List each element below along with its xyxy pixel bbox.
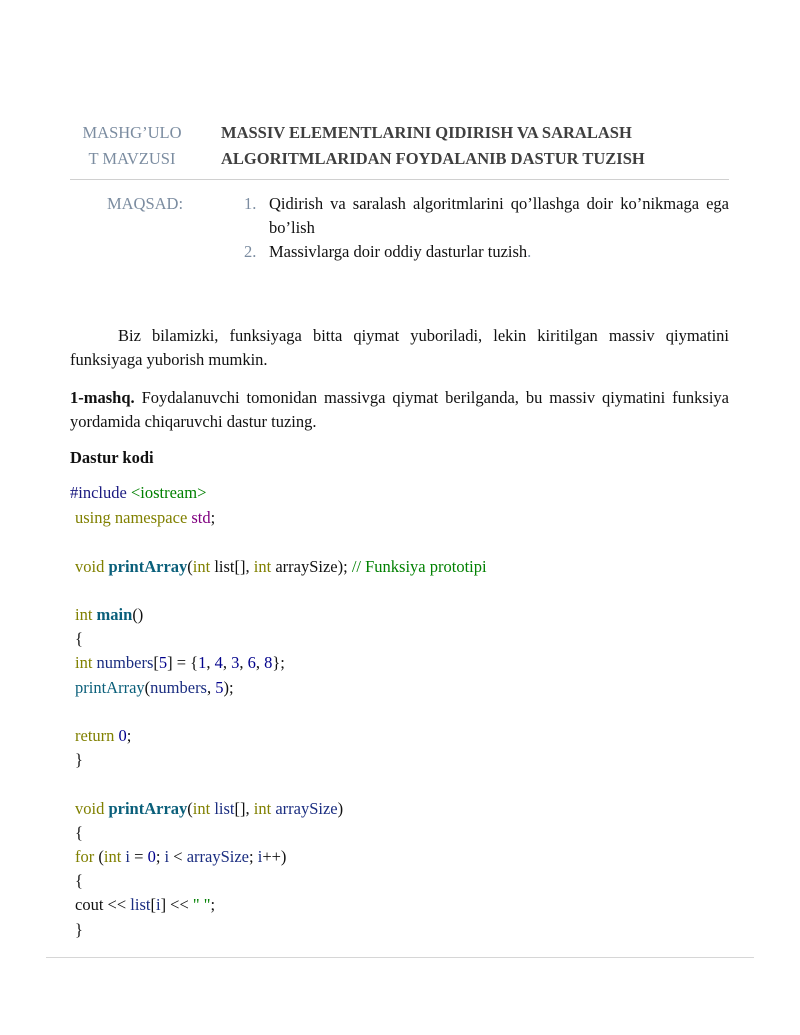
code-token: }	[75, 750, 83, 769]
code-token: arraySize	[186, 847, 249, 866]
code-token: ;	[210, 508, 216, 527]
code-line	[75, 603, 143, 627]
goal-item	[244, 192, 729, 240]
code-token: ;	[249, 847, 258, 866]
code-line	[75, 506, 215, 530]
code-heading: Dastur kodi	[70, 448, 154, 467]
code-token: 8	[264, 653, 273, 672]
code-token: {	[75, 871, 83, 890]
code-line	[75, 748, 83, 772]
exercise-paragraph	[70, 386, 729, 434]
code-token: 5	[158, 653, 168, 672]
code-token: printArray	[108, 799, 188, 818]
code-token: (	[187, 799, 193, 818]
code-token: namespace	[114, 508, 188, 527]
code-token: ;	[155, 847, 165, 866]
code-line	[75, 651, 285, 675]
code-token: 5	[215, 678, 224, 697]
code-line	[75, 676, 234, 700]
code-token: printArray	[108, 557, 188, 576]
code-line	[75, 918, 83, 942]
code-token: 6	[247, 653, 256, 672]
code-token: };	[272, 653, 285, 672]
code-token: ,	[255, 653, 265, 672]
code-token: numbers	[96, 653, 154, 672]
topic-title	[221, 120, 731, 172]
code-token: ,	[222, 653, 232, 672]
code-token: int	[253, 557, 272, 576]
topic-label-line2: T MAVZUSI	[88, 149, 176, 168]
code-token: ()	[132, 605, 144, 624]
code-line	[75, 724, 131, 748]
goal-number: 1.	[244, 194, 257, 213]
code-token: ++)	[262, 847, 287, 866]
header-divider	[70, 179, 729, 180]
code-token: ;	[126, 726, 132, 745]
code-token: =	[130, 847, 148, 866]
topic-label-line1: MASHG’ULO	[82, 123, 182, 142]
code-token: printArray	[75, 678, 145, 697]
code-token: numbers	[150, 678, 207, 697]
code-token: void	[75, 557, 105, 576]
code-token: {	[75, 823, 83, 842]
exercise-label: 1-mashq.	[70, 388, 135, 407]
code-token: arraySize	[275, 799, 338, 818]
code-token: ,	[206, 653, 215, 672]
code-token: i	[257, 847, 263, 866]
code-token: ,	[239, 653, 248, 672]
code-token: [	[153, 653, 159, 672]
code-token: i	[164, 847, 170, 866]
code-token: " "	[192, 895, 211, 914]
goal-trailing-dot: .	[527, 242, 532, 261]
code-token: <	[169, 847, 187, 866]
code-token: return	[75, 726, 115, 745]
goal-list	[244, 192, 729, 264]
code-token: int	[103, 847, 122, 866]
code-line	[75, 845, 286, 869]
code-token: #include	[70, 483, 131, 502]
code-token: i	[125, 847, 131, 866]
code-token: // Funksiya prototipi	[351, 557, 487, 576]
code-token: (	[144, 678, 151, 697]
code-line	[70, 481, 206, 505]
code-line	[75, 797, 343, 821]
code-line	[75, 821, 83, 845]
topic-title-line1: MASSIV ELEMENTLARINI QIDIRISH VA SARALASH	[221, 123, 632, 142]
goal-label: MAQSAD:	[106, 194, 184, 213]
code-token: int	[75, 605, 93, 624]
code-token: {	[75, 629, 83, 648]
goal-number: 2.	[244, 242, 257, 261]
code-token: i	[155, 895, 161, 914]
code-token: std	[191, 508, 211, 527]
code-token: (	[94, 847, 104, 866]
code-token: ;	[210, 895, 216, 914]
code-token: 1	[198, 653, 207, 672]
code-token: ,	[206, 678, 216, 697]
code-token: 0	[118, 726, 127, 745]
code-token: list	[130, 895, 151, 914]
code-token: int	[75, 653, 93, 672]
goal-text: Massivlarga doir oddiy dasturlar tuzish	[269, 242, 528, 261]
topic-header	[70, 118, 728, 180]
code-token: int	[192, 799, 211, 818]
code-token: );	[223, 678, 234, 697]
code-token: 4	[214, 653, 223, 672]
topic-label	[70, 120, 194, 172]
code-token: void	[75, 799, 105, 818]
code-token: 0	[147, 847, 156, 866]
topic-title-line2: ALGORITMLARIDAN FOYDALANIB DASTUR TUZISH	[221, 149, 645, 168]
code-token: <iostream>	[130, 483, 207, 502]
code-token: arraySize);	[271, 557, 352, 576]
code-token: cout <<	[75, 895, 131, 914]
code-token: main	[96, 605, 133, 624]
code-token: [	[150, 895, 156, 914]
code-token: int	[192, 557, 211, 576]
footer-divider	[46, 957, 754, 958]
code-token: }	[75, 920, 83, 939]
code-token: using	[75, 508, 111, 527]
code-line	[75, 627, 83, 651]
code-token: [],	[234, 799, 254, 818]
exercise-text: Foydalanuvchi tomonidan massivga qiymat berilganda, bu massiv qiymatini funksiya yordamida chiqaruvchi dastur tuzing.	[70, 388, 729, 431]
code-token: (	[187, 557, 193, 576]
code-token: list[],	[210, 557, 254, 576]
code-token: ] = {	[167, 653, 199, 672]
code-token: 3	[231, 653, 240, 672]
intro-paragraph: Biz bilamizki, funksiyaga bitta qiymat yuboriladi, lekin kiritilgan massiv qiymatini funksiyaga yuborish mumkin.	[70, 326, 729, 369]
goal-item	[244, 240, 729, 264]
code-token: int	[253, 799, 272, 818]
code-token: for	[75, 847, 95, 866]
goal-text: Qidirish va saralash algoritmlarini qo’llashga doir ko’nikmaga ega bo’lish	[269, 194, 729, 237]
code-token: )	[337, 799, 344, 818]
code-token: ] <<	[160, 895, 193, 914]
code-line	[75, 893, 215, 917]
code-line	[75, 555, 487, 579]
code-line	[75, 869, 83, 893]
code-token: list	[214, 799, 235, 818]
